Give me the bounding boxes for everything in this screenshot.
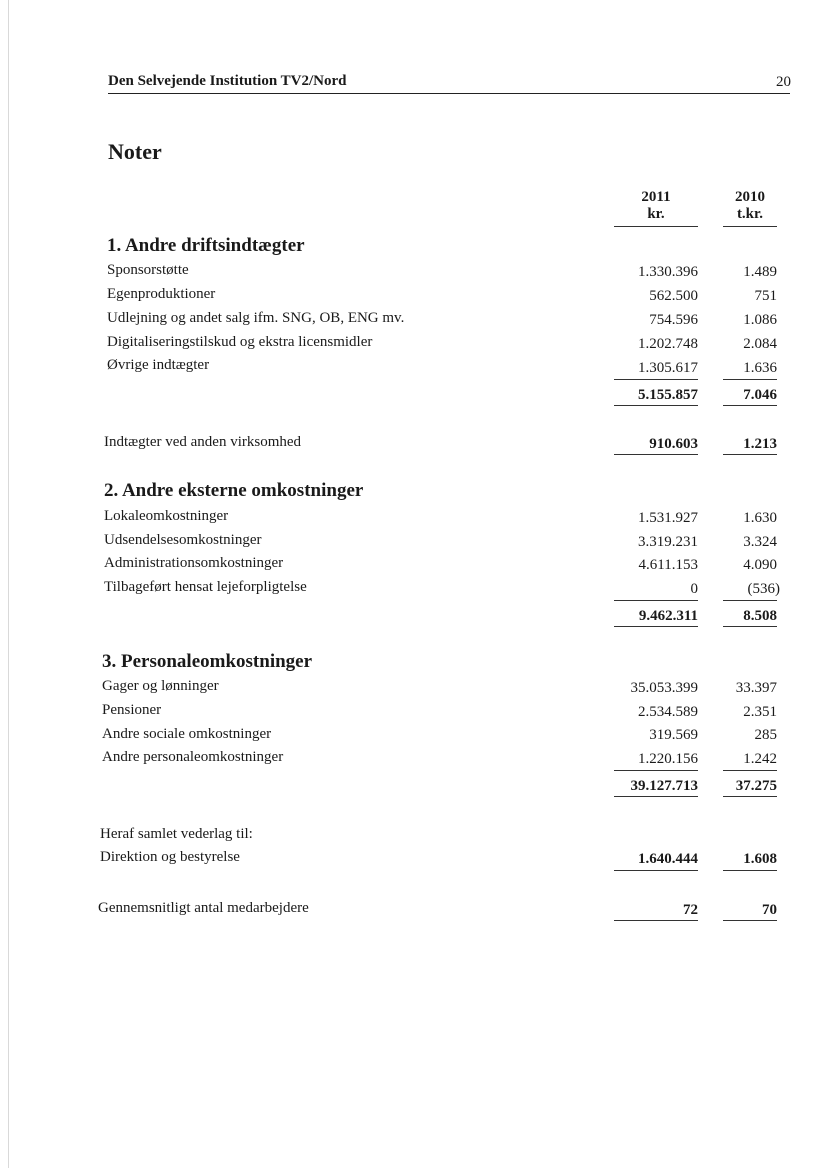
- column-header-2010: [710, 189, 790, 223]
- row-label: Pensioner: [102, 702, 162, 718]
- column-rule-2010: [723, 226, 777, 227]
- header-rule: [108, 93, 790, 94]
- row-label: Tilbageført hensat lejeforpligtelse: [104, 579, 307, 595]
- total-rule-2011: [614, 454, 698, 455]
- column-unit-2011: kr.: [647, 206, 665, 222]
- value-2011: 3.319.231: [638, 534, 698, 550]
- value-2010: 1.489: [743, 264, 777, 280]
- column-year-2010: 2010: [735, 189, 765, 205]
- value-2011: 910.603: [649, 436, 698, 452]
- total-rule-2010: [723, 454, 777, 455]
- row-label: Andre personaleomkostninger: [102, 749, 284, 765]
- total-rule-2010: [723, 796, 777, 797]
- value-2010: 751: [754, 288, 777, 304]
- row-label: Indtægter ved anden virksomhed: [104, 434, 302, 450]
- total-rule-2011: [614, 405, 698, 406]
- total-rule-2011: [614, 870, 698, 871]
- value-2011: 1.202.748: [638, 336, 698, 352]
- value-2010: 4.090: [743, 557, 777, 573]
- value-2011: 1.640.444: [638, 851, 698, 867]
- row-label: Udlejning og andet salg ifm. SNG, OB, ENG mv.: [107, 310, 405, 326]
- row-label: Udsendelsesomkostninger: [104, 532, 262, 548]
- total-rule-2010: [723, 920, 777, 921]
- total-rule-2010: [723, 870, 777, 871]
- column-header-2011: [616, 189, 696, 223]
- subtotal-rule-2011: [614, 600, 698, 601]
- subtotal-rule-2011: [614, 379, 698, 380]
- remuneration-intro: Heraf samlet vederlag til:: [100, 826, 253, 842]
- row-label: Sponsorstøtte: [107, 262, 189, 278]
- section-title: 2. Andre eksterne omkostninger: [104, 480, 364, 501]
- value-2010: 1.608: [743, 851, 777, 867]
- value-2010: 2.084: [743, 336, 777, 352]
- row-label: Gager og lønninger: [102, 678, 219, 694]
- row-label: Administrationsomkostninger: [104, 555, 284, 571]
- value-2011: 1.220.156: [638, 751, 698, 767]
- value-2010: 1.213: [743, 436, 777, 452]
- value-2010: 1.630: [743, 510, 777, 526]
- subtotal-rule-2010: [723, 379, 777, 380]
- value-2011: 0: [690, 581, 698, 597]
- document-header: Den Selvejende Institution TV2/Nord: [108, 73, 347, 89]
- row-label: Andre sociale omkostninger: [102, 726, 272, 742]
- value-2010: 1.242: [743, 751, 777, 767]
- value-2011: 72: [683, 902, 698, 918]
- value-2010: 70: [762, 902, 777, 918]
- value-2010: 33.397: [735, 680, 777, 696]
- row-label: Lokaleomkostninger: [104, 508, 229, 524]
- value-2011: 1.330.396: [638, 264, 698, 280]
- value-2010: 1.636: [743, 360, 777, 376]
- value-2011: 562.500: [649, 288, 698, 304]
- total-2010: 37.275: [735, 778, 777, 794]
- total-rule-2011: [614, 626, 698, 627]
- total-rule-2011: [614, 920, 698, 921]
- subtotal-rule-2010: [723, 600, 777, 601]
- value-2011: 319.569: [649, 727, 698, 743]
- section-title: 1. Andre driftsindtægter: [107, 235, 305, 256]
- total-2010: 8.508: [743, 608, 777, 624]
- total-rule-2010: [723, 405, 777, 406]
- page-title: Noter: [108, 139, 162, 164]
- row-label: Direktion og bestyrelse: [100, 849, 240, 865]
- total-2011: 39.127.713: [630, 778, 698, 794]
- column-unit-2010: t.kr.: [736, 206, 764, 222]
- value-2011: 1.305.617: [638, 360, 698, 376]
- total-rule-2010: [723, 626, 777, 627]
- section-title: 3. Personaleomkostninger: [102, 651, 313, 672]
- value-2010: (536): [747, 581, 780, 597]
- value-2011: 754.596: [649, 312, 698, 328]
- value-2011: 35.053.399: [630, 680, 698, 696]
- column-year-2011: 2011: [641, 189, 671, 205]
- total-2011: 9.462.311: [638, 608, 698, 624]
- total-2011: 5.155.857: [638, 387, 698, 403]
- subtotal-rule-2011: [614, 770, 698, 771]
- row-label: Gennemsnitligt antal medarbejdere: [98, 900, 309, 916]
- total-rule-2011: [614, 796, 698, 797]
- value-2010: 1.086: [743, 312, 777, 328]
- page-edge: [8, 0, 9, 1168]
- row-label: Øvrige indtægter: [107, 357, 210, 373]
- subtotal-rule-2010: [723, 770, 777, 771]
- column-rule-2011: [614, 226, 698, 227]
- value-2011: 4.611.153: [638, 557, 698, 573]
- value-2010: 3.324: [743, 534, 777, 550]
- page-number: 20: [776, 74, 791, 90]
- value-2011: 2.534.589: [638, 704, 698, 720]
- value-2010: 2.351: [743, 704, 777, 720]
- total-2010: 7.046: [743, 387, 777, 403]
- row-label: Digitaliseringstilskud og ekstra licensmidler: [107, 334, 373, 350]
- value-2010: 285: [754, 727, 777, 743]
- value-2011: 1.531.927: [638, 510, 698, 526]
- row-label: Egenproduktioner: [107, 286, 216, 302]
